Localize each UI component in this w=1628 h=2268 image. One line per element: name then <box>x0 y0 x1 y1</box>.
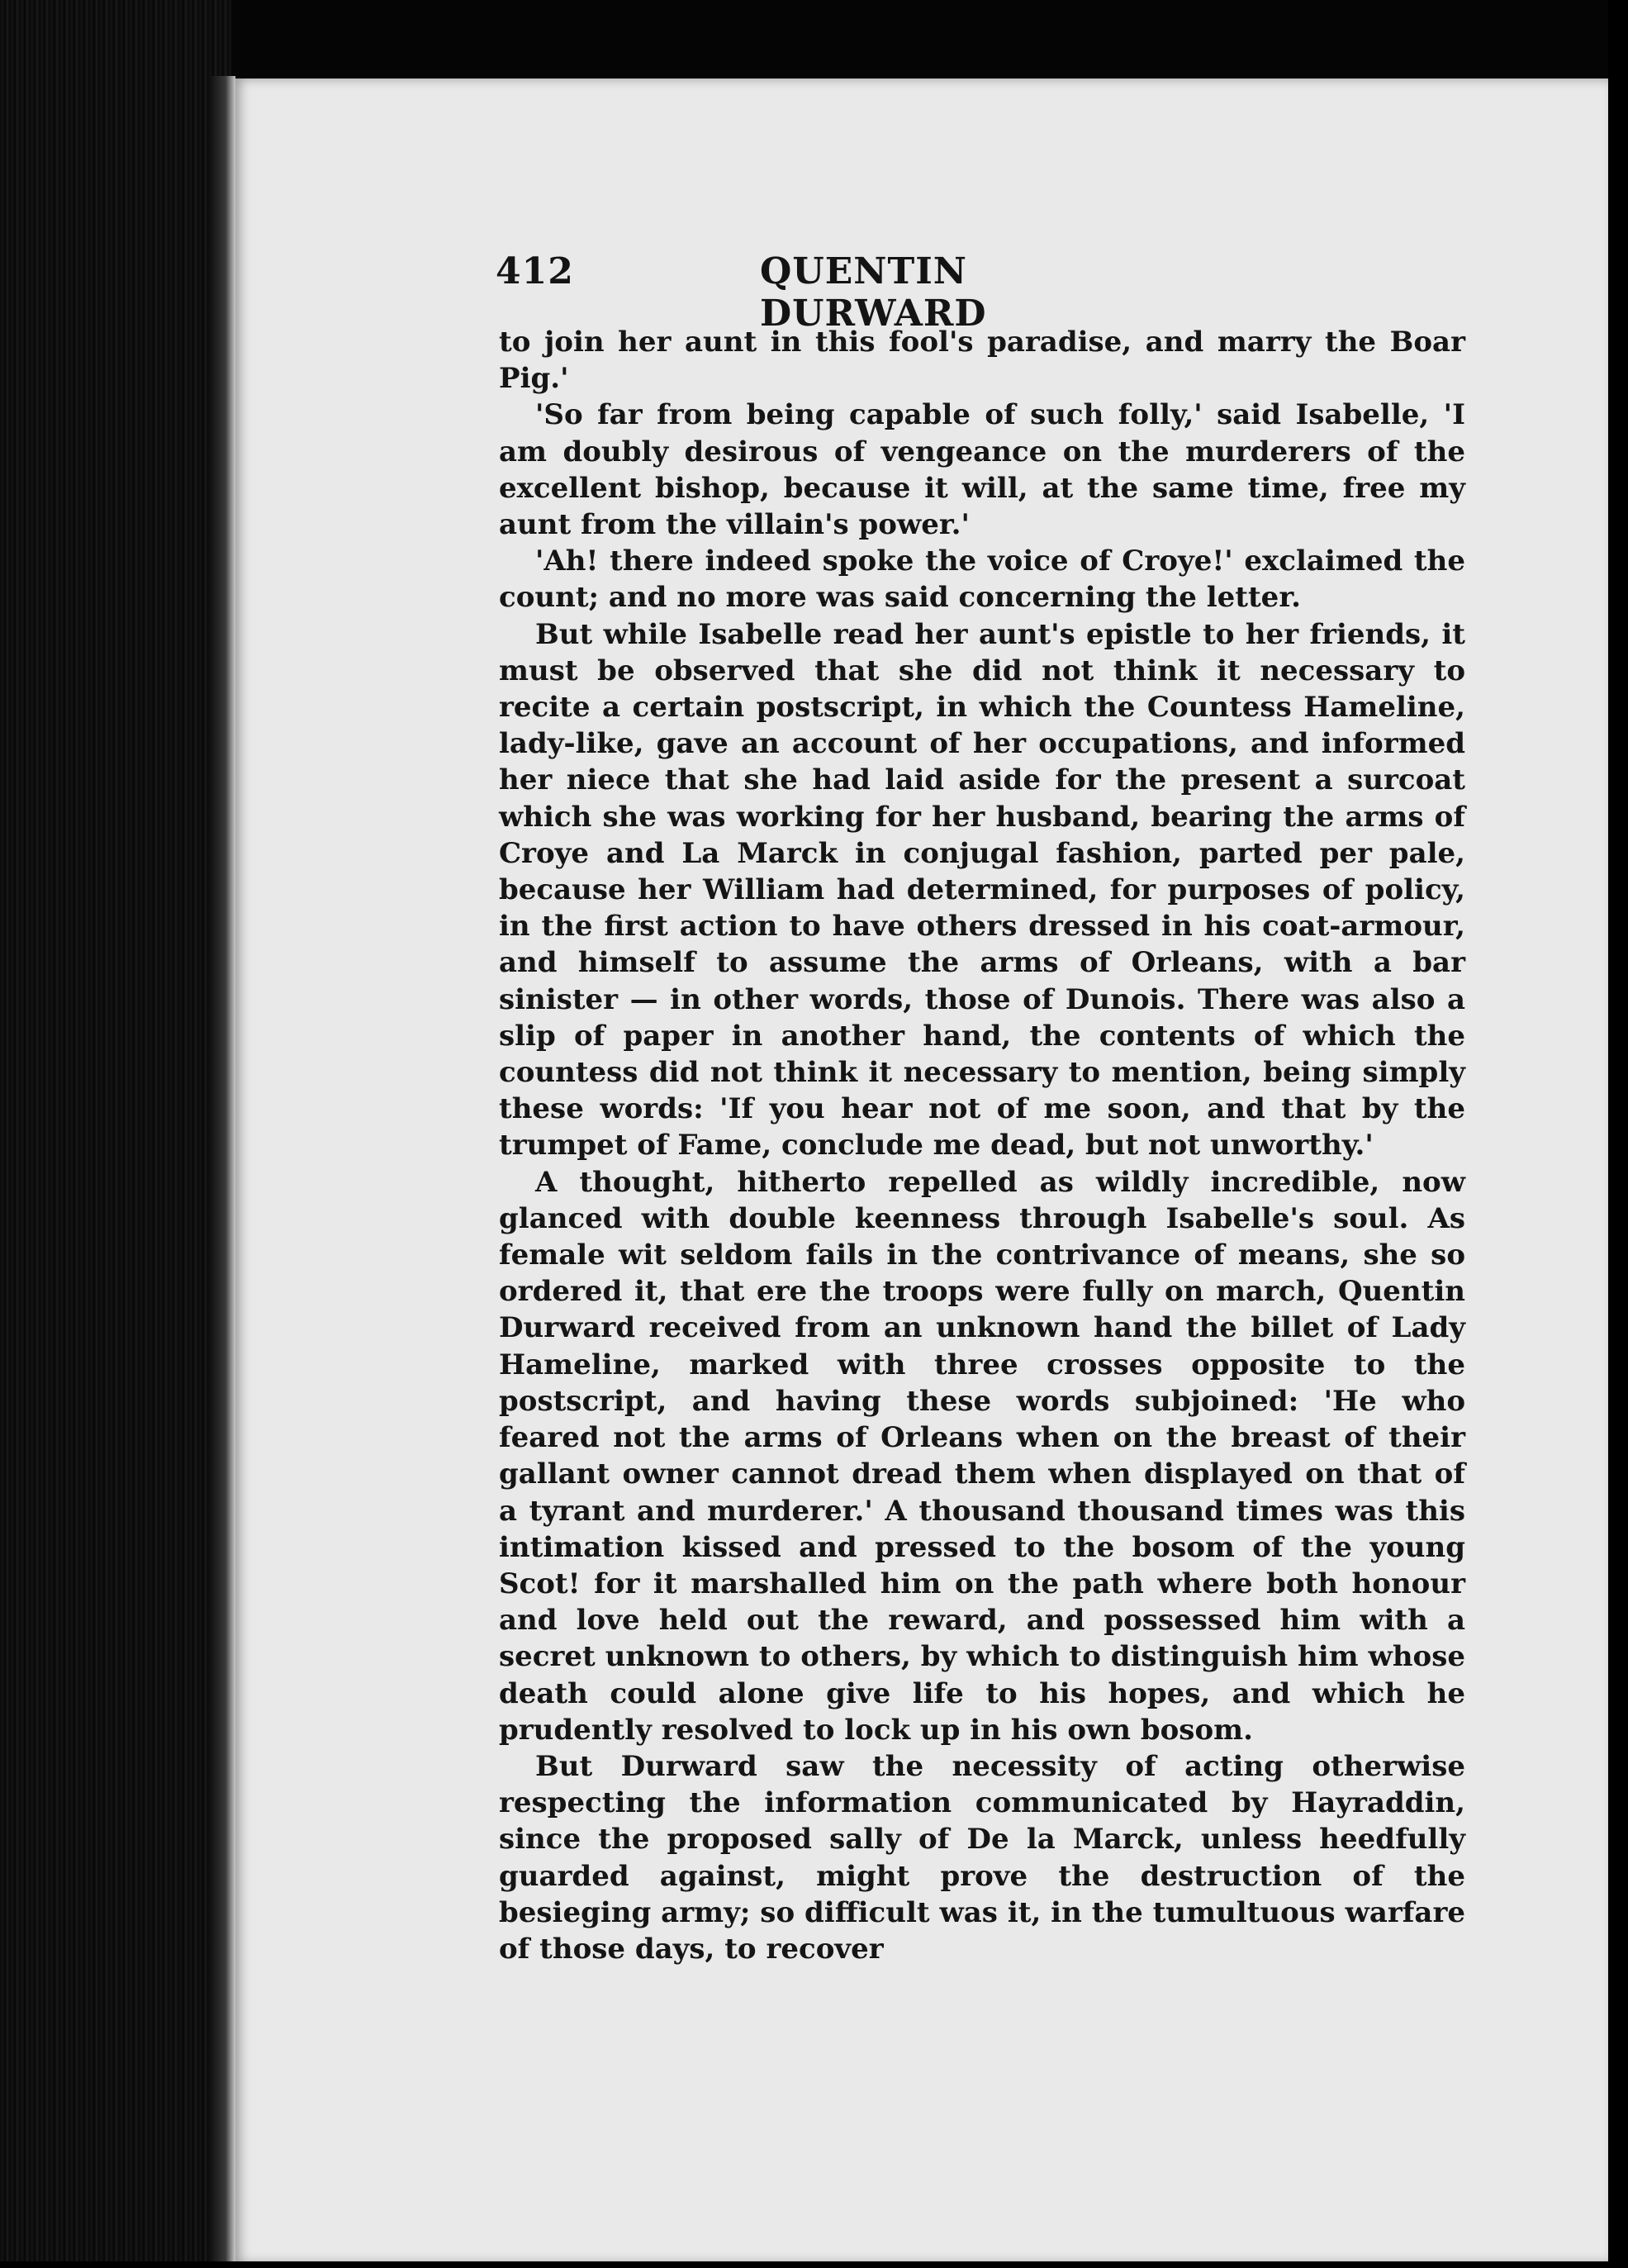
page-header <box>496 250 1198 335</box>
scan-border-bottom <box>0 2261 1628 2268</box>
book-spine <box>0 0 231 2268</box>
paragraph: A thought, hitherto repelled as wildly incredible, now glanced with double keenness through Isabelle's soul. As female wit seldom fails in the contrivance of means, she so ordered it, that ere the troops were fully on march, Quentin Durward received from an unknown hand the billet of Lady Hameline, marked with three crosses opposite to the postscript, and having these words subjoined: 'He who feared not the arms of Orleans when on the breast of their gallant owner cannot dread them when displayed on that of a tyrant and murderer.' A thousand thousand times was this intimation kissed and pressed to the bosom of the young Scot! for it marshalled him on the path where both honour and love held out the reward, and possessed him with a secret unknown to others, by which to distinguish him whose death could alone give life to his hopes, and which he prudently resolved to lock up in his own bosom. <box>499 1165 1465 1747</box>
paragraph: 'Ah! there indeed spoke the voice of Croye!' exclaimed the count; and no more was said concerning the letter. <box>499 544 1465 615</box>
paragraph: 'So far from being capable of such folly,' said Isabelle, 'I am doubly desirous of vengeance on the murderers of the excellent bishop, because it will, at the same time, free my aunt from the villain's power.' <box>499 398 1465 542</box>
page-number: 412 <box>496 250 574 292</box>
page-edge <box>211 76 235 2266</box>
paragraph: to join her aunt in this fool's paradise, and marry the Boar Pig.' <box>499 326 1465 396</box>
running-title: QUENTIN DURWARD <box>760 250 987 335</box>
body-text <box>499 324 1465 1967</box>
paragraph: But Durward saw the necessity of acting otherwise respecting the information communicated by Hayraddin, since the proposed sally of De la Marck, unless heedfully guarded against, might prove the destruction of the besieging army; so difficult was it, in the tumultuous warfare of those days, to recover <box>499 1749 1465 1966</box>
paragraph: But while Isabelle read her aunt's epistle to her friends, it must be observed that she did not think it necessary to recite a certain postscript, in which the Countess Hameline, lady-like, gave an account of her occupations, and informed her niece that she had laid aside for the present a surcoat which she was working for her husband, bearing the arms of Croye and La Marck in conjugal fashion, parted per pale, because her William had determined, for purposes of policy, in the first action to have others dressed in his coat-armour, and himself to assume the arms of Orleans, with a bar sinister — in other words, those of Dunois. There was also a slip of paper in another hand, the contents of which the countess did not think it necessary to mention, being simply these words: 'If you hear not of me soon, and that by the trumpet of Fame, conclude me dead, but not unworthy.' <box>499 617 1465 1163</box>
scan-border-right <box>1608 0 1628 2268</box>
